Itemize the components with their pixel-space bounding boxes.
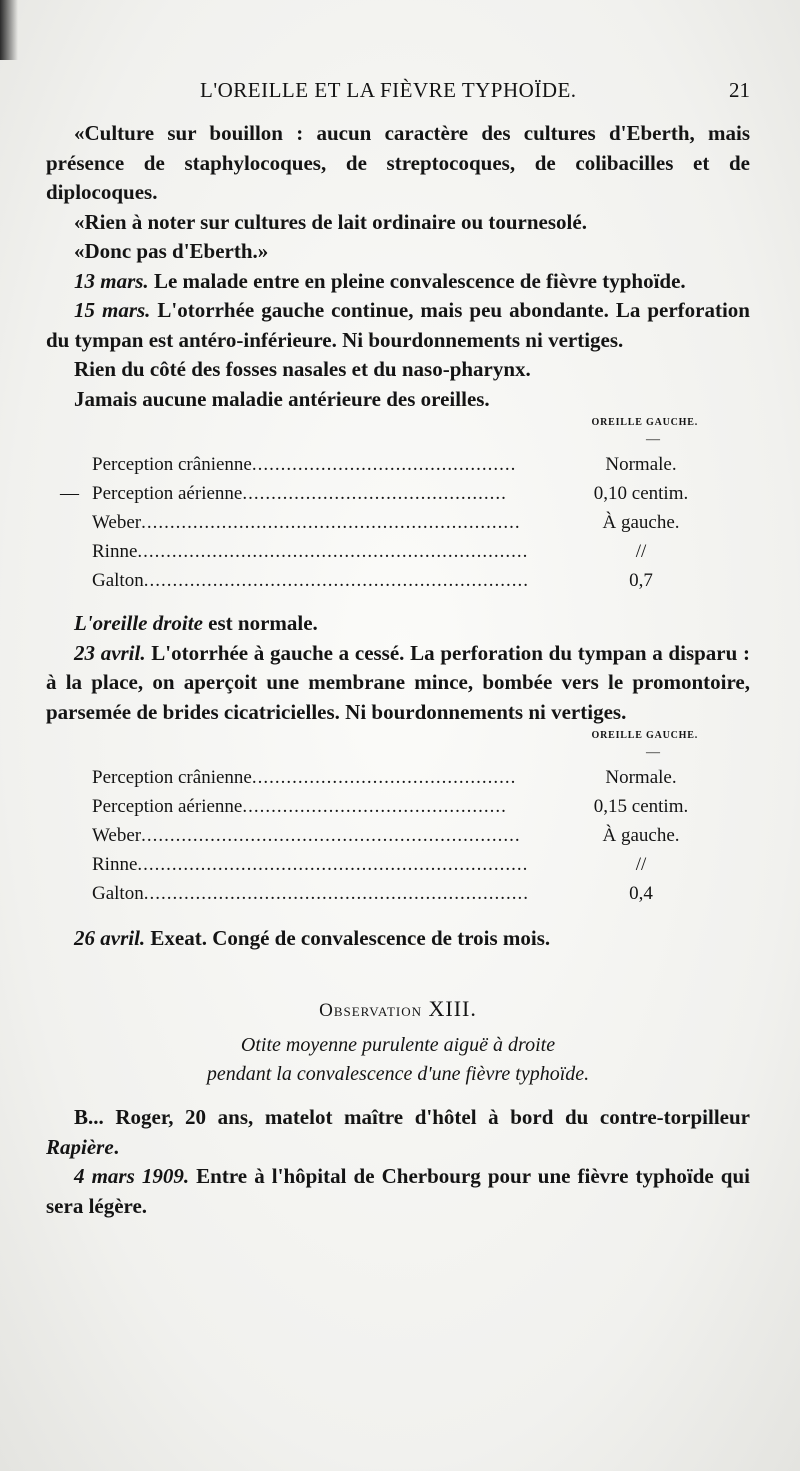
row-value: Normale. — [605, 767, 677, 788]
oreille-droite-text: est normale. — [202, 611, 318, 635]
dot-leader: ................................................................... — [143, 570, 529, 591]
row-value: 0,7 — [629, 570, 653, 591]
ship-name: Rapière — [46, 1134, 114, 1159]
table-row — [46, 763, 750, 792]
table-row — [46, 792, 750, 821]
table-row — [46, 537, 750, 566]
observation-subtitle-1: Otite moyenne purulente aiguë à droite — [240, 1034, 556, 1056]
row-value: 0,10 centim. — [593, 483, 689, 504]
paragraph-patient — [46, 1103, 750, 1162]
row-label: Perception aérienne — [92, 796, 243, 817]
row-label: Perception crânienne — [92, 767, 252, 788]
spacer — [46, 1089, 750, 1103]
paragraph-13-mars — [46, 267, 750, 297]
text-4-mars: Entre à l'hôpital de Cherbourg pour une fièvre typhoïde qui sera légère. — [46, 1164, 750, 1218]
observation-label: Observation — [319, 999, 423, 1021]
paragraph-15-mars — [46, 296, 750, 355]
observation-title — [46, 994, 750, 1026]
spacer — [46, 908, 750, 924]
page-number: 21 — [729, 78, 750, 102]
paragraph-23-avril — [46, 639, 750, 728]
table-heading: OREILLE GAUCHE. — [591, 730, 698, 741]
oreille-droite-italic: L'oreille droite — [74, 611, 203, 635]
date-13-mars: 13 mars. — [74, 268, 149, 293]
row-label: Galton — [92, 883, 144, 904]
row-value: 0,4 — [629, 883, 653, 904]
date-26-avril: 26 avril. — [74, 926, 146, 950]
row-value: 0,15 centim. — [593, 796, 689, 817]
spacer — [46, 954, 750, 994]
row-label: Galton — [92, 570, 144, 591]
text-15-mars: L'otorrhée gauche continue, mais peu abondante. La perforation du tympan est antéro-inférieure. Ni bourdonnements ni vertiges. — [46, 298, 750, 352]
running-header — [46, 78, 750, 108]
dot-leader: .............................................. — [251, 454, 517, 475]
table-row — [46, 566, 750, 595]
date-23-avril: 23 avril. — [74, 640, 146, 665]
table-row — [46, 450, 750, 479]
paragraph-26-avril — [46, 924, 750, 954]
paragraph-eberth: «Donc pas d'Eberth.» — [74, 239, 269, 263]
dot-leader: .................................................................. — [141, 512, 521, 533]
dot-leader: ................................................................... — [143, 883, 529, 904]
row-label: Perception aérienne — [92, 483, 243, 504]
paragraph-jamais: Jamais aucune maladie antérieure des oreilles. — [74, 386, 490, 411]
audiometry-table-2 — [46, 729, 750, 908]
row-value: // — [635, 854, 647, 875]
audiometry-table-1 — [46, 416, 750, 595]
table-dash: — — [646, 432, 660, 447]
observation-number: XIII. — [422, 995, 477, 1021]
dot-leader: .............................................. — [251, 767, 517, 788]
date-15-mars: 15 mars. — [74, 298, 151, 322]
dot-leader: .................................................................. — [141, 825, 521, 846]
dot-leader: .............................................. — [242, 796, 507, 817]
paragraph-oreille-droite — [46, 609, 750, 639]
table-row — [46, 479, 750, 508]
paragraph-culture-lait: «Rien à noter sur cultures de lait ordinaire ou tournesolé. — [74, 209, 587, 234]
row-label: Rinne — [92, 541, 138, 562]
table-heading: OREILLE GAUCHE. — [591, 417, 698, 428]
table-row — [46, 879, 750, 908]
text-23-avril: L'otorrhée à gauche a cessé. La perforation du tympan a disparu : à la place, on aperçoit une membrane mince, bombée vers le promontoire, parsemée de brides cicatricielles. Ni bourdonnements ni vertiges. — [46, 640, 750, 724]
patient-end: . — [113, 1134, 119, 1159]
dot-leader: .............................................. — [242, 483, 507, 504]
running-title: L'OREILLE ET LA FIÈVRE TYPHOÏDE. — [200, 78, 577, 102]
text-26-avril: Exeat. Congé de convalescence de trois mois. — [145, 926, 551, 950]
date-4-mars: 4 mars 1909. — [74, 1164, 190, 1188]
row-value: Normale. — [605, 454, 677, 475]
table-row — [46, 821, 750, 850]
paragraph-fosses-nasales: Rien du côté des fosses nasales et du naso-pharynx. — [74, 357, 531, 381]
paragraph-4-mars — [46, 1162, 750, 1221]
row-label: Weber — [92, 512, 142, 533]
text-13-mars: Le malade entre en pleine convalescence de fièvre typhoïde. — [148, 268, 686, 293]
spacer — [46, 595, 750, 609]
observation-subtitle-2: pendant la convalescence d'une fièvre typhoïde. — [206, 1063, 590, 1085]
row-value: // — [635, 541, 647, 562]
row-mark: — — [60, 483, 79, 504]
row-value: À gauche. — [602, 512, 680, 533]
row-label: Rinne — [92, 854, 138, 875]
dot-leader: .................................................................... — [137, 854, 529, 875]
table-row — [46, 508, 750, 537]
page-body — [46, 119, 750, 1221]
row-label: Weber — [92, 825, 142, 846]
table-row — [46, 850, 750, 879]
row-label: Perception crânienne — [92, 454, 252, 475]
table-dash: — — [646, 745, 660, 760]
patient-text: B... Roger, 20 ans, matelot maître d'hôtel à bord du contre-torpilleur — [74, 1105, 750, 1129]
scan-shadow — [0, 0, 18, 60]
dot-leader: .................................................................... — [137, 541, 529, 562]
row-value: À gauche. — [602, 825, 680, 846]
paragraph-culture-bouillon: «Culture sur bouillon : aucun caractère des cultures d'Eberth, mais présence de staphylocoques, de streptocoques, de colibacilles et de diplocoques. — [46, 121, 750, 204]
